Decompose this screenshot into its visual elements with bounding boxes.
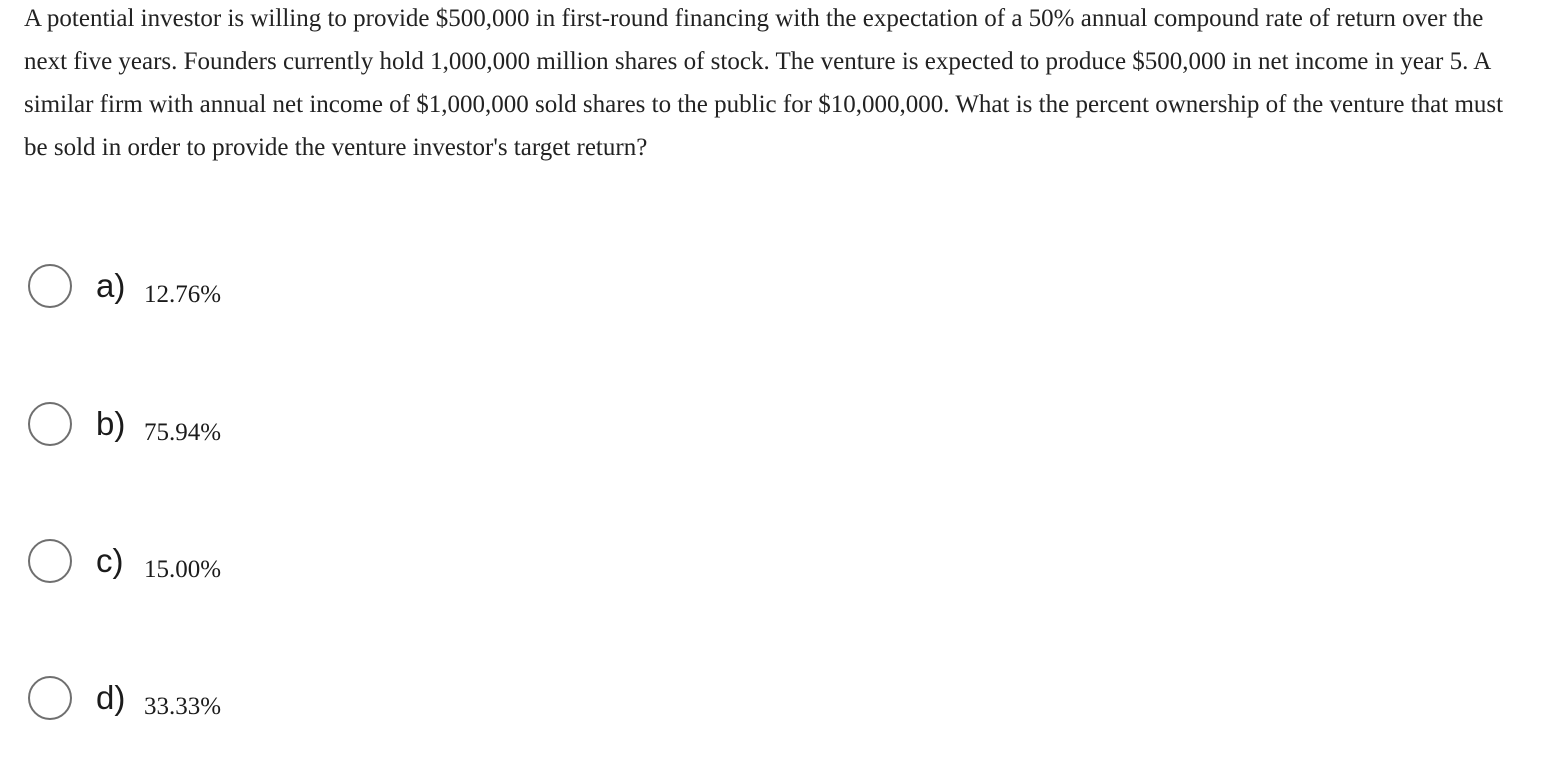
- radio-button-icon[interactable]: [28, 264, 72, 308]
- radio-button-icon[interactable]: [28, 676, 72, 720]
- answer-option-c[interactable]: [28, 539, 528, 589]
- option-letter: a): [96, 267, 126, 304]
- option-value: 15.00%: [144, 556, 222, 583]
- answer-option-a[interactable]: [28, 264, 528, 314]
- radio-button-icon[interactable]: [28, 539, 72, 583]
- answer-option-d[interactable]: [28, 676, 528, 726]
- question-text: A potential investor is willing to provide $500,000 in first-round financing with the expectation of a 50% annual compound rate of return over the next five years. Founders currently hold 1,000,000 million shares of stock. The venture is expected to produce $500,000 in net income in year 5. A similar firm with annual net income of $1,000,000 sold shares to the public for $10,000,000. What is the percent ownership of the venture that must be sold in order to provide the venture investor's target return?: [24, 5, 1504, 161]
- radio-button-icon[interactable]: [28, 402, 72, 446]
- option-value: 75.94%: [144, 419, 222, 446]
- option-letter: c): [96, 542, 124, 579]
- answer-option-b[interactable]: [28, 402, 528, 452]
- option-value: 33.33%: [144, 693, 222, 720]
- option-letter: d): [96, 679, 126, 716]
- option-letter: b): [96, 405, 126, 442]
- option-value: 12.76%: [144, 281, 222, 308]
